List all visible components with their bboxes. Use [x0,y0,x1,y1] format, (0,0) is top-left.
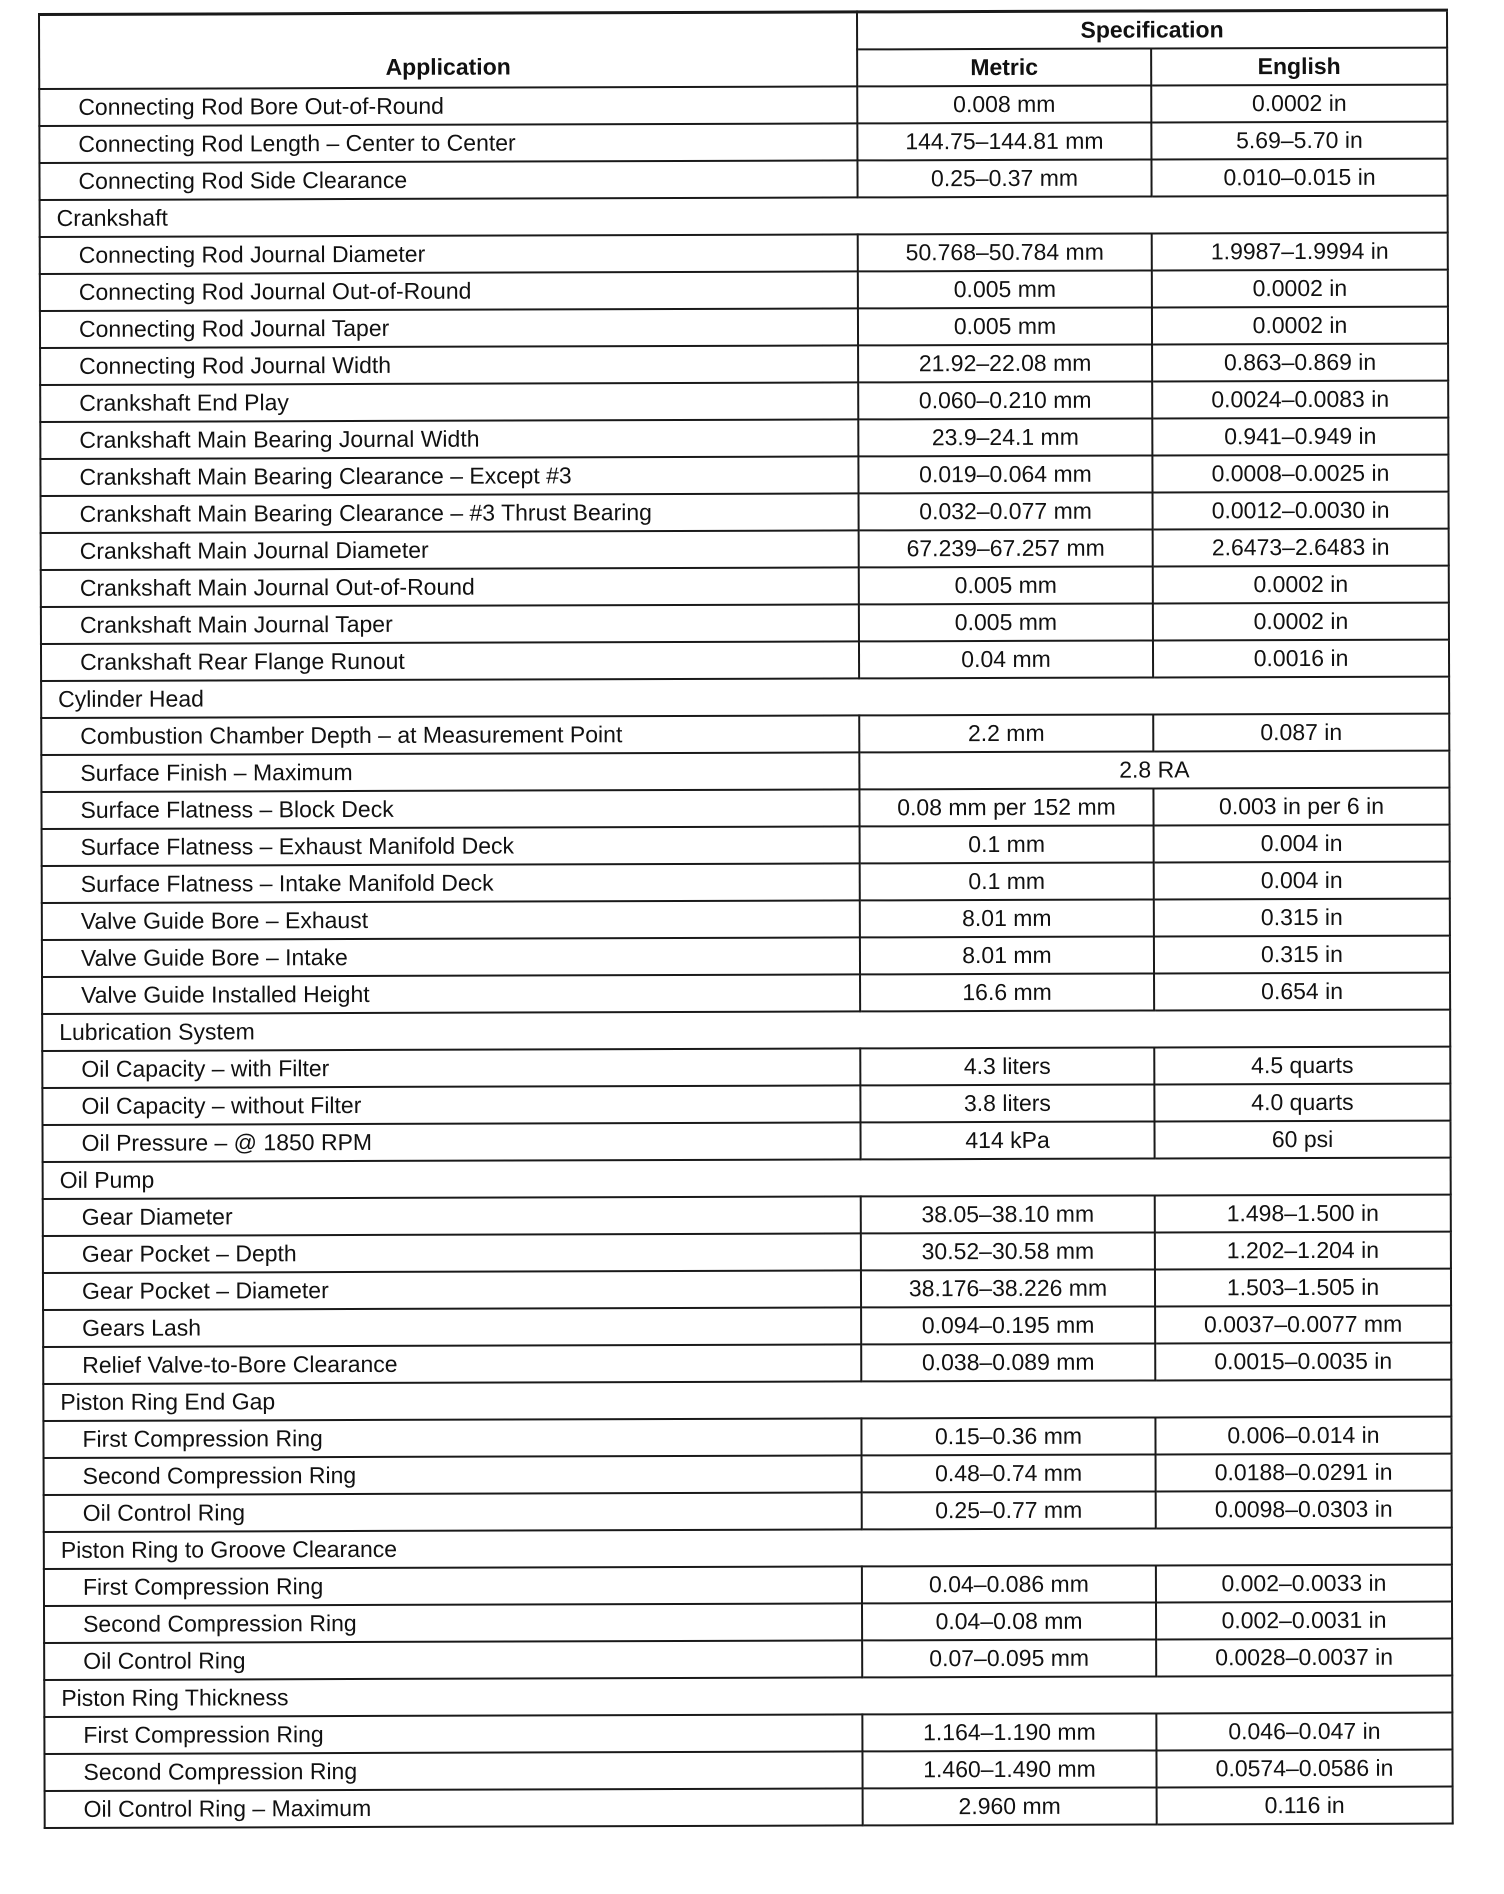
english-cell: 0.046–0.047 in [1156,1713,1452,1751]
metric-cell: 1.460–1.490 mm [862,1750,1156,1788]
application-cell: Surface Flatness – Intake Manifold Deck [42,863,860,903]
metric-cell: 414 kPa [860,1121,1154,1159]
english-cell: 0.315 in [1154,936,1450,974]
table-row [43,1343,1451,1384]
english-cell: 0.0024–0.0083 in [1152,381,1448,419]
application-column-header: Application [39,12,857,89]
application-cell: Crankshaft Main Journal Out-of-Round [41,567,859,607]
metric-cell: 0.15–0.36 mm [861,1417,1155,1455]
table-row [42,1047,1450,1088]
metric-cell: 0.07–0.095 mm [862,1639,1156,1677]
metric-cell: 2.2 mm [859,714,1153,752]
english-cell: 0.002–0.0031 in [1156,1602,1452,1640]
english-cell: 0.002–0.0033 in [1156,1565,1452,1603]
table-row [44,1565,1452,1606]
application-cell: Second Compression Ring [44,1751,862,1791]
metric-cell: 0.04–0.08 mm [862,1602,1156,1640]
english-cell: 2.6473–2.6483 in [1153,529,1449,567]
application-cell: Crankshaft Rear Flange Runout [41,641,859,681]
application-cell: Gear Pocket – Diameter [43,1270,861,1310]
application-cell: Connecting Rod Journal Diameter [40,234,858,274]
section-row [44,1528,1452,1569]
english-cell: 5.69–5.70 in [1151,122,1447,160]
table-row [40,270,1448,311]
application-cell: Connecting Rod Journal Out-of-Round [40,271,858,311]
metric-cell: 0.48–0.74 mm [862,1454,1156,1492]
metric-cell: 1.164–1.190 mm [862,1713,1156,1751]
section-heading: Piston Ring End Gap [43,1380,1451,1421]
english-cell: 0.006–0.014 in [1155,1417,1451,1455]
metric-cell: 23.9–24.1 mm [858,419,1152,457]
table-row [41,714,1449,755]
section-row [40,196,1448,237]
section-heading: Oil Pump [43,1158,1451,1199]
application-cell: First Compression Ring [44,1714,862,1754]
table-row [43,1232,1451,1273]
english-cell: 0.004 in [1154,825,1450,863]
table-row [40,307,1448,348]
metric-cell: 0.1 mm [860,862,1154,900]
english-cell: 0.004 in [1154,862,1450,900]
metric-cell: 0.04 mm [859,641,1153,679]
section-row [44,1676,1452,1717]
metric-cell: 0.005 mm [859,604,1153,642]
metric-cell: 30.52–30.58 mm [861,1232,1155,1270]
metric-cell: 0.038–0.089 mm [861,1343,1155,1381]
application-cell: Crankshaft Main Bearing Clearance – #3 Thrust Bearing [41,493,859,533]
section-row [42,1010,1450,1051]
english-cell: 0.0002 in [1153,603,1449,641]
english-cell: 0.0002 in [1153,566,1449,604]
metric-cell: 0.005 mm [858,271,1152,309]
table-row [43,1306,1451,1347]
metric-cell: 50.768–50.784 mm [858,234,1152,272]
english-cell: 0.315 in [1154,899,1450,937]
english-cell: 0.0012–0.0030 in [1153,492,1449,530]
table-row [41,751,1449,792]
english-cell: 0.0002 in [1152,270,1448,308]
metric-cell: 0.08 mm per 152 mm [859,788,1153,826]
english-cell: 0.0008–0.0025 in [1152,455,1448,493]
table-row [42,1084,1450,1125]
metric-cell: 8.01 mm [860,899,1154,937]
english-cell: 0.0015–0.0035 in [1155,1343,1451,1381]
table-row [43,1195,1451,1236]
english-cell: 0.087 in [1153,714,1449,752]
metric-cell: 8.01 mm [860,936,1154,974]
english-cell: 0.0002 in [1152,307,1448,345]
table-row [44,1750,1452,1791]
table-row [40,455,1448,496]
application-cell: Connecting Rod Length – Center to Center [39,123,857,163]
metric-cell: 0.005 mm [859,567,1153,605]
english-cell: 4.5 quarts [1154,1047,1450,1085]
section-heading: Piston Ring to Groove Clearance [44,1528,1452,1569]
table-row [40,233,1448,274]
table-row [39,159,1447,200]
metric-cell: 2.960 mm [863,1787,1157,1825]
english-cell: 0.0028–0.0037 in [1156,1639,1452,1677]
english-column-header: English [1151,48,1447,86]
english-cell: 0.010–0.015 in [1151,159,1447,197]
application-cell: Valve Guide Installed Height [42,974,860,1014]
application-cell: Crankshaft Main Journal Taper [41,604,859,644]
application-cell: Oil Capacity – without Filter [42,1085,860,1125]
metric-column-header: Metric [857,49,1151,87]
section-heading: Cylinder Head [41,677,1449,718]
table-row [44,1602,1452,1643]
table-row [39,122,1447,163]
table-row [42,936,1450,977]
specification-table [38,9,1454,1829]
table-row [44,1713,1452,1754]
application-cell: Relief Valve-to-Bore Clearance [43,1344,861,1384]
metric-cell: 0.060–0.210 mm [858,382,1152,420]
application-cell: Connecting Rod Side Clearance [39,160,857,200]
application-cell: First Compression Ring [43,1418,861,1458]
metric-cell: 67.239–67.257 mm [859,530,1153,568]
application-cell: Connecting Rod Journal Taper [40,308,858,348]
metric-cell: 0.094–0.195 mm [861,1306,1155,1344]
application-cell: Surface Finish – Maximum [41,752,859,792]
metric-cell: 38.05–38.10 mm [861,1195,1155,1233]
english-cell: 0.0098–0.0303 in [1156,1491,1452,1529]
table-row [42,1121,1450,1162]
table-header [39,10,1447,89]
application-cell: Gear Diameter [43,1196,861,1236]
section-heading: Crankshaft [40,196,1448,237]
table-row [40,344,1448,385]
application-cell: Oil Control Ring [44,1640,862,1680]
metric-cell: 21.92–22.08 mm [858,345,1152,383]
table-row [45,1787,1453,1828]
table-row [43,1417,1451,1458]
application-cell: First Compression Ring [44,1566,862,1606]
metric-cell: 0.04–0.086 mm [862,1565,1156,1603]
english-cell: 0.0574–0.0586 in [1156,1750,1452,1788]
header-row-top [39,10,1447,52]
metric-cell: 4.3 liters [860,1047,1154,1085]
table-row [41,788,1449,829]
application-cell: Crankshaft Main Bearing Journal Width [40,419,858,459]
application-cell: Crankshaft Main Journal Diameter [41,530,859,570]
english-cell: 0.941–0.949 in [1152,418,1448,456]
application-cell: Connecting Rod Bore Out-of-Round [39,86,857,126]
metric-cell: 0.25–0.77 mm [862,1491,1156,1529]
application-cell: Oil Control Ring [44,1492,862,1532]
application-cell: Surface Flatness – Block Deck [41,789,859,829]
spec-value-cell: 2.8 RA [859,751,1449,790]
table-row [42,862,1450,903]
table-row [41,566,1449,607]
specification-column-header: Specification [857,10,1447,49]
application-cell: Second Compression Ring [44,1603,862,1643]
application-cell: Oil Capacity – with Filter [42,1048,860,1088]
english-cell: 0.0016 in [1153,640,1449,678]
english-cell: 1.9987–1.9994 in [1152,233,1448,271]
english-cell: 1.503–1.505 in [1155,1269,1451,1307]
application-cell: Second Compression Ring [44,1455,862,1495]
application-cell: Crankshaft End Play [40,382,858,422]
metric-cell: 0.019–0.064 mm [858,456,1152,494]
metric-cell: 144.75–144.81 mm [857,123,1151,161]
section-heading: Lubrication System [42,1010,1450,1051]
metric-cell: 0.25–0.37 mm [857,160,1151,198]
metric-cell: 16.6 mm [860,973,1154,1011]
table-row [43,1269,1451,1310]
application-cell: Gears Lash [43,1307,861,1347]
application-cell: Surface Flatness – Exhaust Manifold Deck [42,826,860,866]
table-body [39,85,1452,1828]
application-cell: Oil Pressure – @ 1850 RPM [42,1122,860,1162]
table-row [41,640,1449,681]
application-cell: Crankshaft Main Bearing Clearance – Except #3 [40,456,858,496]
table-row [39,85,1447,126]
english-cell: 0.116 in [1157,1787,1453,1825]
table-row [42,973,1450,1014]
metric-cell: 38.176–38.226 mm [861,1269,1155,1307]
table-row [42,825,1450,866]
table-row [44,1491,1452,1532]
english-cell: 1.498–1.500 in [1155,1195,1451,1233]
application-cell: Connecting Rod Journal Width [40,345,858,385]
english-cell: 60 psi [1154,1121,1450,1159]
application-cell: Valve Guide Bore – Exhaust [42,900,860,940]
english-cell: 0.0188–0.0291 in [1156,1454,1452,1492]
english-cell: 0.863–0.869 in [1152,344,1448,382]
english-cell: 0.0037–0.0077 mm [1155,1306,1451,1344]
english-cell: 0.003 in per 6 in [1153,788,1449,826]
section-row [43,1158,1451,1199]
english-cell: 1.202–1.204 in [1155,1232,1451,1270]
section-row [43,1380,1451,1421]
metric-cell: 0.1 mm [860,825,1154,863]
table-row [44,1454,1452,1495]
section-row [41,677,1449,718]
table-row [40,381,1448,422]
metric-cell: 0.032–0.077 mm [859,493,1153,531]
section-heading: Piston Ring Thickness [44,1676,1452,1717]
table-row [40,418,1448,459]
table-row [41,603,1449,644]
table-row [41,492,1449,533]
english-cell: 4.0 quarts [1154,1084,1450,1122]
application-cell: Combustion Chamber Depth – at Measurement Point [41,715,859,755]
table-row [44,1639,1452,1680]
metric-cell: 0.008 mm [857,86,1151,124]
metric-cell: 3.8 liters [860,1084,1154,1122]
application-cell: Oil Control Ring – Maximum [45,1788,863,1828]
application-cell: Gear Pocket – Depth [43,1233,861,1273]
english-cell: 0.654 in [1154,973,1450,1011]
table-row [42,899,1450,940]
metric-cell: 0.005 mm [858,308,1152,346]
english-cell: 0.0002 in [1151,85,1447,123]
application-cell: Valve Guide Bore – Intake [42,937,860,977]
table-row [41,529,1449,570]
